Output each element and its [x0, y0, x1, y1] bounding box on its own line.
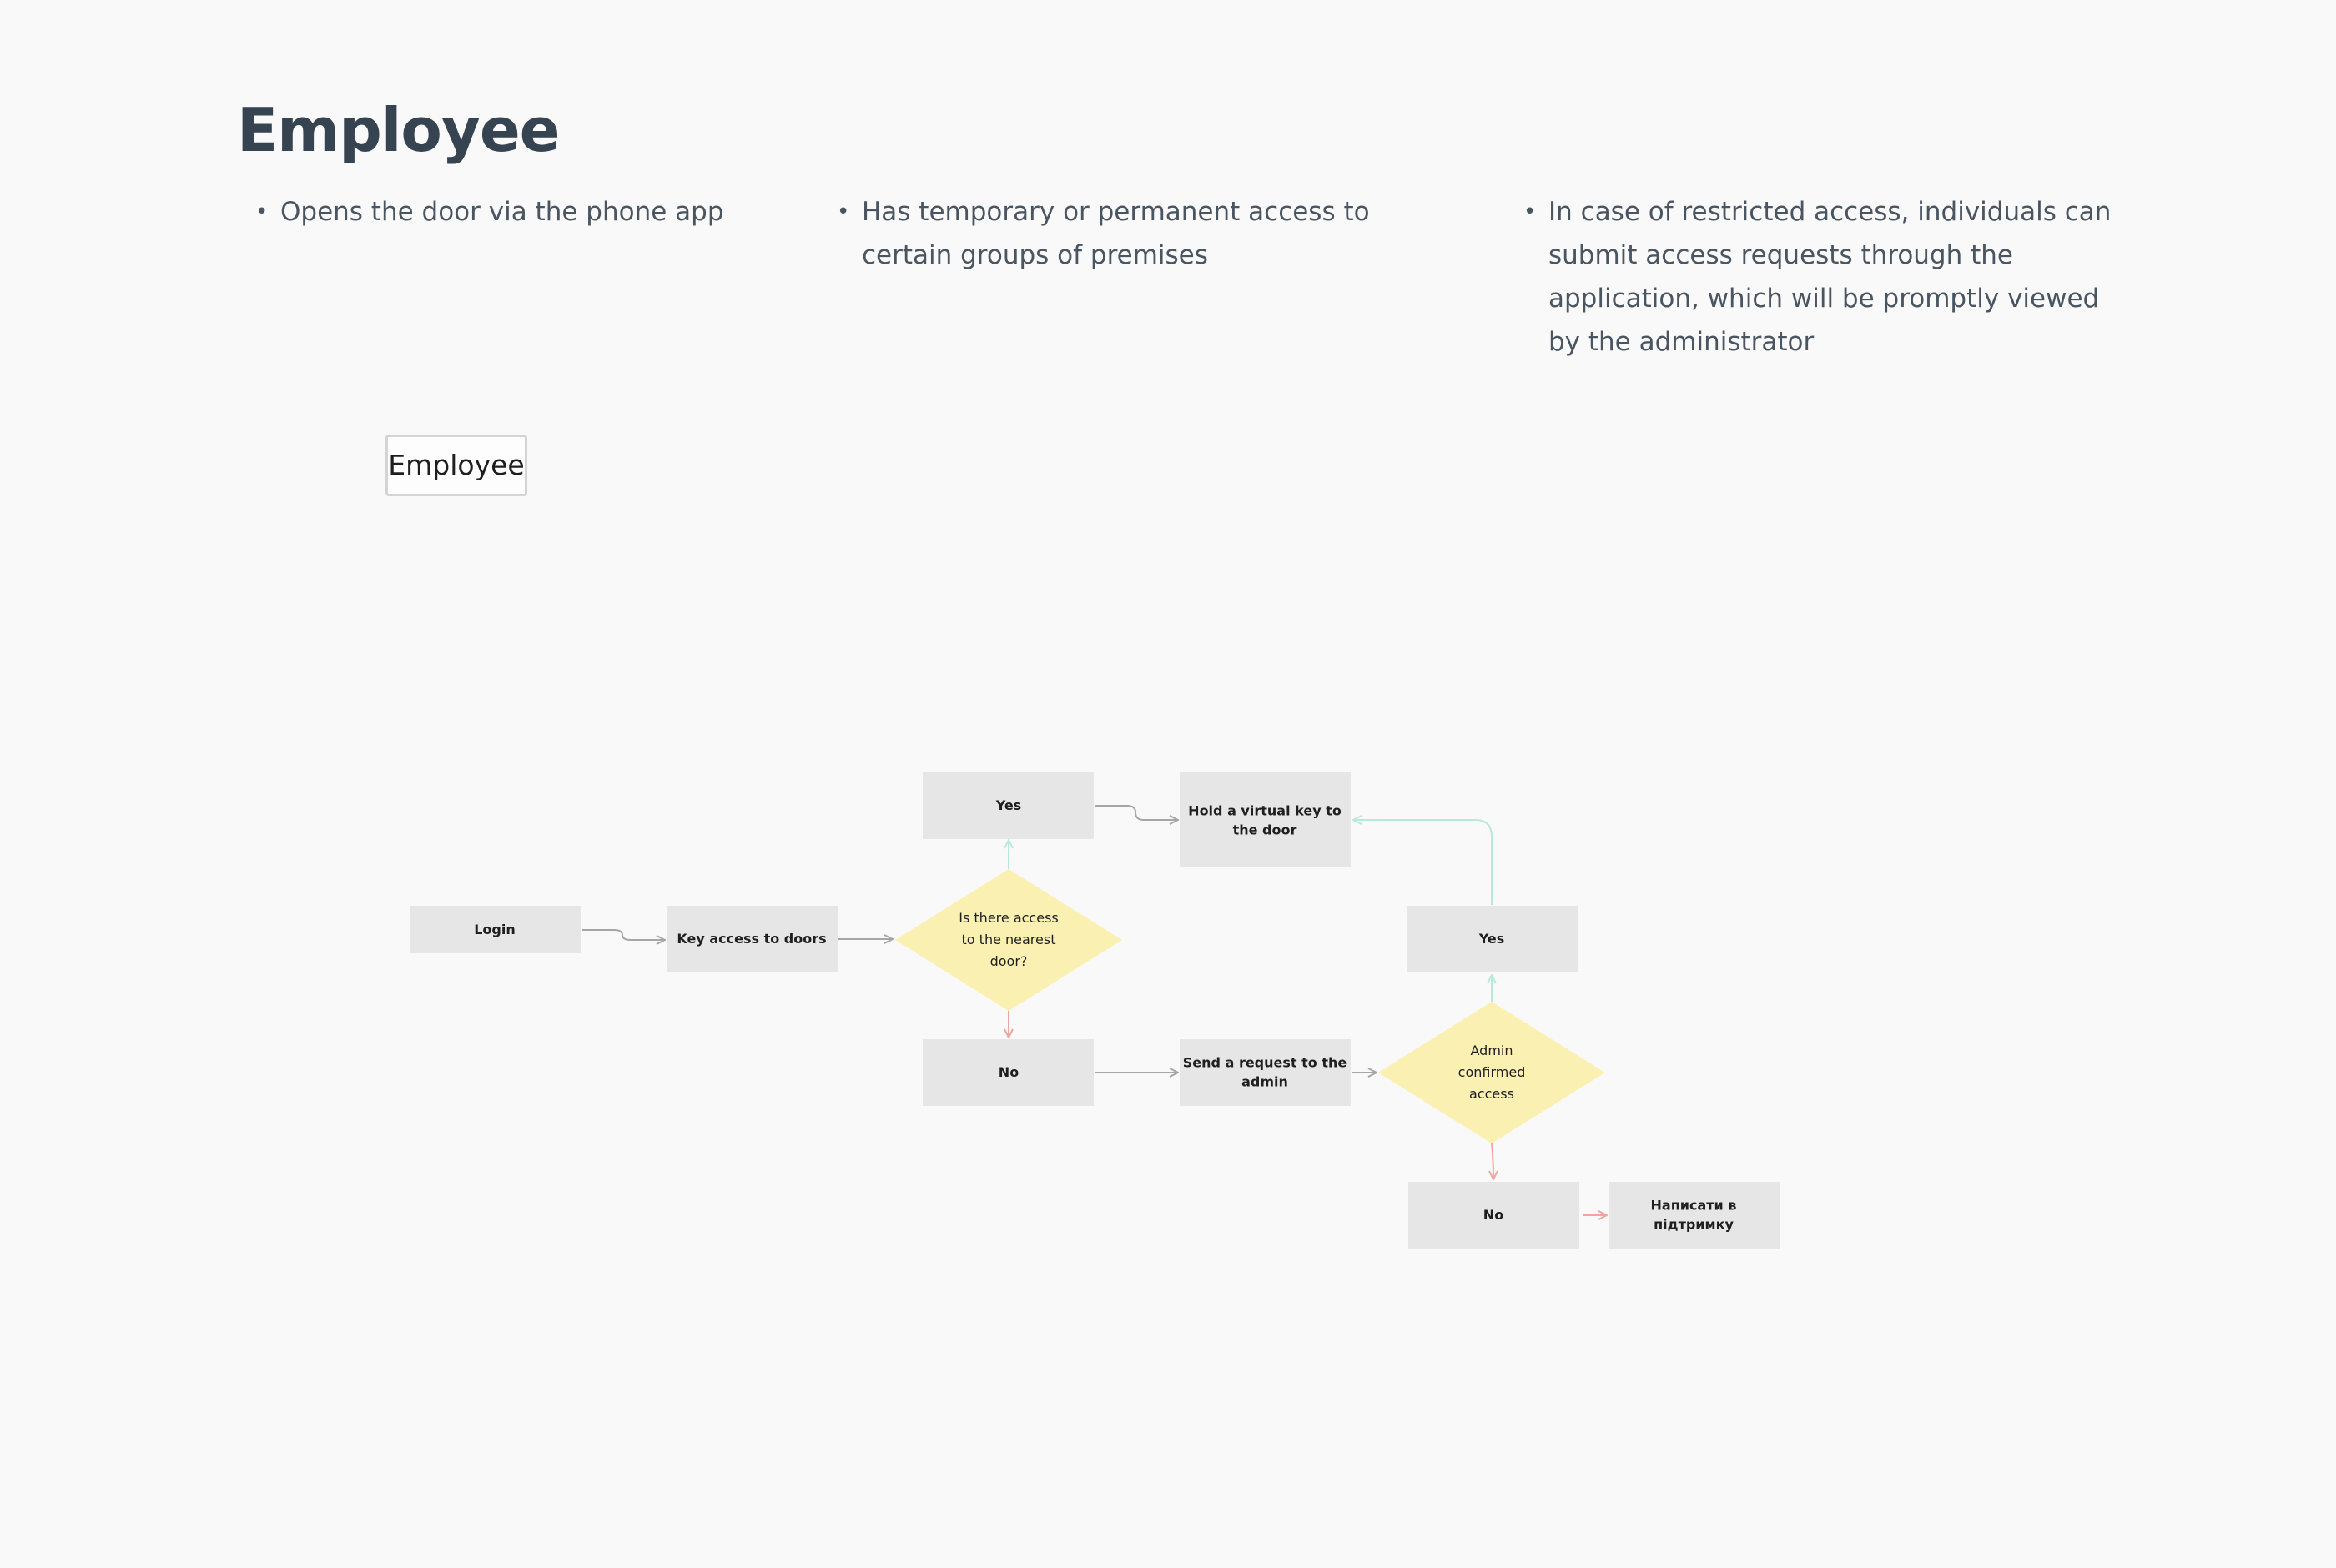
node-key-access-label — [677, 931, 826, 947]
node-login-label — [474, 922, 516, 937]
node-label-line: confirmed — [1457, 1063, 1526, 1080]
node-label-line: No — [998, 1063, 1019, 1080]
page-title: Employee — [237, 95, 560, 165]
node-label-line: the door — [1232, 822, 1297, 837]
connector-yes-to-virtual-key — [1095, 806, 1178, 820]
node-key-access — [667, 906, 838, 972]
connector-admin-decision-to-no — [1492, 1143, 1493, 1179]
node-label-line: Send a request to the — [1182, 1054, 1347, 1070]
node-no-bottom-label — [1483, 1207, 1503, 1223]
node-send-request — [1180, 1039, 1351, 1106]
feature-item: • Has temporary or permanent access to certain groups of premises — [837, 190, 1404, 277]
connector-login-to-key-access — [582, 930, 665, 940]
node-no-mid-label — [999, 1064, 1019, 1080]
node-label-line: No — [1483, 1206, 1504, 1223]
feature-item: • In case of restricted access, individuals can submit access requests through the application, which will be promptly viewed by the administrator — [1523, 190, 2124, 364]
node-decision-access — [895, 869, 1122, 1011]
node-label-line: Yes — [995, 797, 1022, 813]
role-badge: Employee — [385, 435, 527, 496]
node-yes-right — [1407, 906, 1578, 972]
node-label-line: to the nearest — [961, 931, 1056, 947]
node-yes-top-label — [995, 797, 1022, 813]
node-label-line: Admin — [1470, 1042, 1513, 1058]
connector-yes-to-virtual-key-return — [1353, 820, 1492, 905]
node-label-line: access — [1469, 1085, 1514, 1102]
node-label-line: door? — [989, 952, 1028, 969]
node-login — [410, 906, 581, 953]
node-label-line: admin — [1241, 1073, 1288, 1089]
node-yes-top — [923, 772, 1094, 839]
node-no-mid — [923, 1039, 1094, 1106]
node-label-line: Login — [474, 921, 516, 937]
node-label-line: підтримку — [1654, 1216, 1734, 1232]
node-label-line: Key access to doors — [677, 930, 827, 947]
node-yes-right-label — [1478, 931, 1505, 947]
feature-item: • Opens the door via the phone app — [255, 190, 789, 234]
node-label-line: Yes — [1478, 930, 1505, 947]
node-virtual-key — [1180, 772, 1351, 867]
node-support — [1609, 1182, 1780, 1249]
node-label-line: Hold a virtual key to — [1188, 802, 1342, 818]
node-no-bottom — [1408, 1182, 1579, 1249]
node-label-line: Написати в — [1650, 1197, 1737, 1213]
node-label-line: Is there access — [959, 909, 1059, 926]
node-decision-admin — [1378, 1002, 1605, 1143]
